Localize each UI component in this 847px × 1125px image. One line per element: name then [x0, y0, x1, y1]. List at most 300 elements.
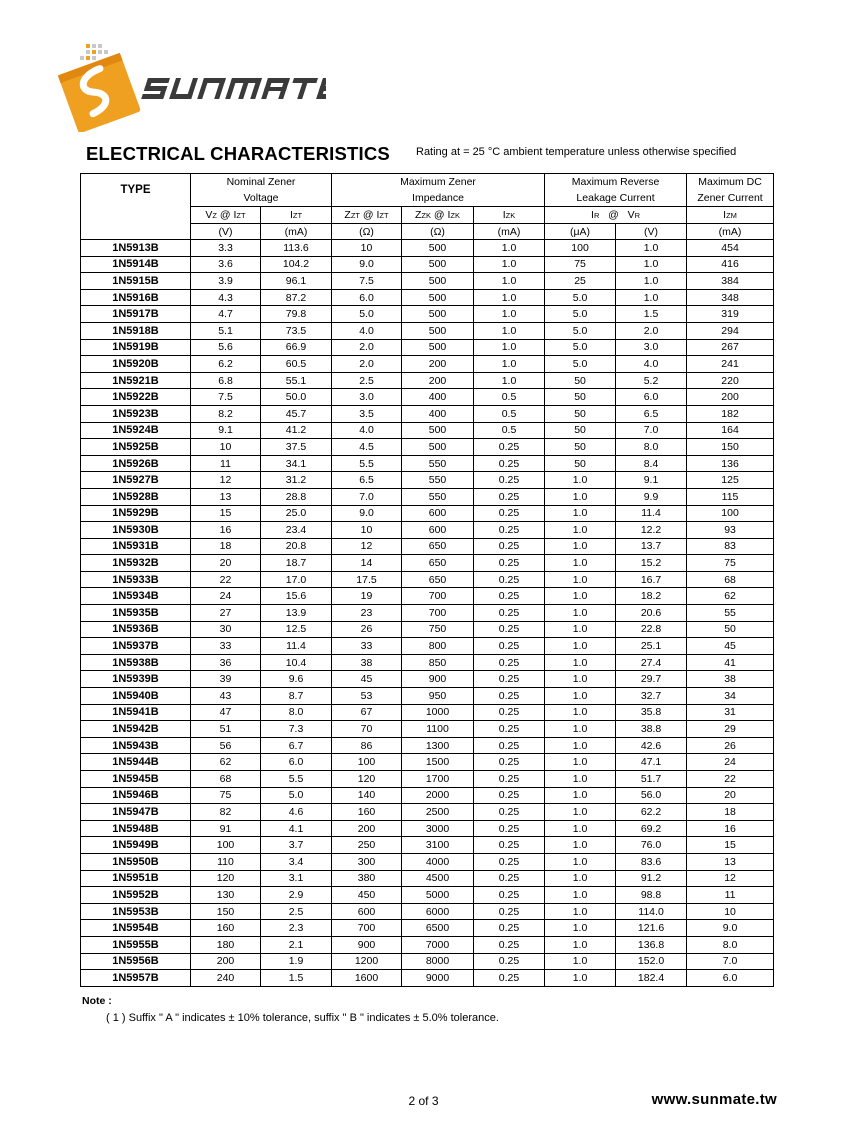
table-row	[81, 322, 774, 339]
value-cell: 5.0	[545, 356, 616, 373]
value-cell: 2.5	[261, 903, 332, 920]
value-cell: 68	[687, 571, 774, 588]
table-row	[81, 887, 774, 904]
value-cell: 500	[402, 256, 474, 273]
value-cell: 96.1	[261, 273, 332, 290]
value-cell: 79.8	[261, 306, 332, 323]
unit-ir: (μA)	[545, 224, 616, 240]
value-cell: 67	[332, 704, 402, 721]
value-cell: 5.0	[545, 306, 616, 323]
value-cell: 900	[402, 671, 474, 688]
value-cell: 300	[332, 853, 402, 870]
value-cell: 1.0	[474, 273, 545, 290]
table-row	[81, 688, 774, 705]
value-cell: 1.0	[545, 837, 616, 854]
value-cell: 182	[687, 405, 774, 422]
value-cell: 8.0	[616, 439, 687, 456]
value-cell: 62	[191, 754, 261, 771]
part-number-cell: 1N5949B	[81, 837, 191, 854]
value-cell: 75	[545, 256, 616, 273]
value-cell: 1.0	[545, 887, 616, 904]
value-cell: 900	[332, 936, 402, 953]
value-cell: 6000	[402, 903, 474, 920]
value-cell: 56.0	[616, 787, 687, 804]
part-number-cell: 1N5939B	[81, 671, 191, 688]
value-cell: 200	[402, 372, 474, 389]
value-cell: 98.8	[616, 887, 687, 904]
value-cell: 4500	[402, 870, 474, 887]
table-row	[81, 853, 774, 870]
value-cell: 0.25	[474, 455, 545, 472]
value-cell: 600	[402, 522, 474, 539]
value-cell: 22	[687, 771, 774, 788]
value-cell: 24	[191, 588, 261, 605]
value-cell: 0.25	[474, 754, 545, 771]
value-cell: 35.8	[616, 704, 687, 721]
table-row	[81, 439, 774, 456]
table-row	[81, 555, 774, 572]
value-cell: 43	[191, 688, 261, 705]
value-cell: 75	[687, 555, 774, 572]
value-cell: 500	[402, 439, 474, 456]
value-cell: 7.0	[687, 953, 774, 970]
part-number-cell: 1N5931B	[81, 538, 191, 555]
part-number-cell: 1N5944B	[81, 754, 191, 771]
rating-note: Rating at = 25 °C ambient temperature unless otherwise specified	[416, 146, 737, 158]
value-cell: 2.9	[261, 887, 332, 904]
izt-symbol: IZT	[261, 207, 332, 224]
value-cell: 1.0	[545, 571, 616, 588]
value-cell: 0.25	[474, 638, 545, 655]
part-number-cell: 1N5942B	[81, 721, 191, 738]
value-cell: 150	[687, 439, 774, 456]
value-cell: 1100	[402, 721, 474, 738]
table-row	[81, 505, 774, 522]
part-number-cell: 1N5917B	[81, 306, 191, 323]
value-cell: 50	[545, 439, 616, 456]
value-cell: 5.0	[545, 322, 616, 339]
value-cell: 23.4	[261, 522, 332, 539]
value-cell: 100	[191, 837, 261, 854]
part-number-cell: 1N5913B	[81, 240, 191, 257]
value-cell: 7.5	[191, 389, 261, 406]
value-cell: 500	[402, 422, 474, 439]
leakage-header-1: Maximum Reverse	[545, 174, 687, 191]
value-cell: 160	[332, 804, 402, 821]
value-cell: 1.0	[545, 505, 616, 522]
value-cell: 6.7	[261, 737, 332, 754]
part-number-cell: 1N5929B	[81, 505, 191, 522]
value-cell: 1.0	[545, 754, 616, 771]
leakage-header-2: Leakage Current	[545, 190, 687, 207]
value-cell: 13.9	[261, 605, 332, 622]
part-number-cell: 1N5936B	[81, 621, 191, 638]
value-cell: 27.4	[616, 654, 687, 671]
website-link[interactable]: www.sunmate.tw	[651, 1091, 777, 1108]
value-cell: 2.3	[261, 920, 332, 937]
value-cell: 4.0	[332, 422, 402, 439]
sunmate-logo	[56, 42, 326, 132]
value-cell: 1.0	[616, 240, 687, 257]
value-cell: 3100	[402, 837, 474, 854]
value-cell: 51.7	[616, 771, 687, 788]
value-cell: 1.0	[545, 936, 616, 953]
part-number-cell: 1N5928B	[81, 488, 191, 505]
dc-current-header-1: Maximum DC	[687, 174, 774, 191]
value-cell: 700	[402, 605, 474, 622]
value-cell: 9.0	[332, 256, 402, 273]
vz-symbol: VZ @ IZT	[191, 207, 261, 224]
value-cell: 1.0	[474, 256, 545, 273]
value-cell: 0.5	[474, 389, 545, 406]
value-cell: 68	[191, 771, 261, 788]
value-cell: 4.3	[191, 289, 261, 306]
value-cell: 125	[687, 472, 774, 489]
value-cell: 0.25	[474, 887, 545, 904]
value-cell: 3.3	[191, 240, 261, 257]
value-cell: 9.0	[687, 920, 774, 937]
value-cell: 34	[687, 688, 774, 705]
part-number-cell: 1N5951B	[81, 870, 191, 887]
value-cell: 33	[332, 638, 402, 655]
value-cell: 10	[687, 903, 774, 920]
value-cell: 11	[191, 455, 261, 472]
value-cell: 0.5	[474, 422, 545, 439]
table-row	[81, 472, 774, 489]
value-cell: 24	[687, 754, 774, 771]
value-cell: 9.1	[191, 422, 261, 439]
value-cell: 1.0	[545, 638, 616, 655]
table-row	[81, 240, 774, 257]
type-header-spacer	[81, 224, 191, 240]
value-cell: 1.5	[261, 970, 332, 987]
value-cell: 1.0	[545, 538, 616, 555]
value-cell: 550	[402, 488, 474, 505]
value-cell: 16	[687, 820, 774, 837]
value-cell: 9.6	[261, 671, 332, 688]
value-cell: 1.0	[545, 522, 616, 539]
value-cell: 3.0	[332, 389, 402, 406]
value-cell: 13.7	[616, 538, 687, 555]
value-cell: 0.25	[474, 704, 545, 721]
value-cell: 700	[402, 588, 474, 605]
value-cell: 0.25	[474, 737, 545, 754]
value-cell: 121.6	[616, 920, 687, 937]
value-cell: 20	[687, 787, 774, 804]
value-cell: 850	[402, 654, 474, 671]
table-row	[81, 638, 774, 655]
value-cell: 0.25	[474, 936, 545, 953]
value-cell: 110	[191, 853, 261, 870]
value-cell: 450	[332, 887, 402, 904]
part-number-cell: 1N5943B	[81, 737, 191, 754]
value-cell: 400	[402, 405, 474, 422]
value-cell: 6.0	[616, 389, 687, 406]
part-number-cell: 1N5927B	[81, 472, 191, 489]
value-cell: 0.25	[474, 571, 545, 588]
value-cell: 1.0	[545, 621, 616, 638]
value-cell: 25.0	[261, 505, 332, 522]
value-cell: 5.6	[191, 339, 261, 356]
value-cell: 18	[687, 804, 774, 821]
value-cell: 0.25	[474, 688, 545, 705]
value-cell: 20.8	[261, 538, 332, 555]
value-cell: 22.8	[616, 621, 687, 638]
value-cell: 1.0	[545, 605, 616, 622]
value-cell: 700	[332, 920, 402, 937]
value-cell: 25.1	[616, 638, 687, 655]
part-number-cell: 1N5955B	[81, 936, 191, 953]
value-cell: 454	[687, 240, 774, 257]
value-cell: 9.0	[332, 505, 402, 522]
value-cell: 550	[402, 472, 474, 489]
max-impedance-header-2: Impedance	[332, 190, 545, 207]
part-number-cell: 1N5922B	[81, 389, 191, 406]
value-cell: 267	[687, 339, 774, 356]
value-cell: 200	[332, 820, 402, 837]
part-number-cell: 1N5925B	[81, 439, 191, 456]
value-cell: 164	[687, 422, 774, 439]
value-cell: 3.5	[332, 405, 402, 422]
value-cell: 1000	[402, 704, 474, 721]
value-cell: 20.6	[616, 605, 687, 622]
table-row	[81, 356, 774, 373]
value-cell: 11.4	[261, 638, 332, 655]
value-cell: 114.0	[616, 903, 687, 920]
value-cell: 3.4	[261, 853, 332, 870]
table-row	[81, 754, 774, 771]
value-cell: 75	[191, 787, 261, 804]
value-cell: 1.0	[616, 289, 687, 306]
table-row	[81, 771, 774, 788]
value-cell: 47	[191, 704, 261, 721]
part-number-cell: 1N5954B	[81, 920, 191, 937]
value-cell: 100	[332, 754, 402, 771]
value-cell: 1300	[402, 737, 474, 754]
note-text: ( 1 ) Suffix " A " indicates ± 10% tolerance, suffix " B " indicates ± 5.0% tolerance.	[106, 1012, 499, 1024]
value-cell: 750	[402, 621, 474, 638]
value-cell: 1.0	[545, 970, 616, 987]
value-cell: 0.25	[474, 804, 545, 821]
value-cell: 0.25	[474, 538, 545, 555]
value-cell: 16	[191, 522, 261, 539]
value-cell: 62	[687, 588, 774, 605]
value-cell: 1.0	[545, 688, 616, 705]
izm-symbol: IZM	[687, 207, 774, 224]
value-cell: 1.0	[545, 804, 616, 821]
value-cell: 140	[332, 787, 402, 804]
value-cell: 150	[191, 903, 261, 920]
unit-izm: (mA)	[687, 224, 774, 240]
value-cell: 38	[332, 654, 402, 671]
value-cell: 0.25	[474, 654, 545, 671]
value-cell: 650	[402, 555, 474, 572]
value-cell: 1.0	[474, 306, 545, 323]
value-cell: 0.25	[474, 488, 545, 505]
value-cell: 6.0	[261, 754, 332, 771]
value-cell: 241	[687, 356, 774, 373]
table-row	[81, 737, 774, 754]
part-number-cell: 1N5921B	[81, 372, 191, 389]
unit-zzt: (Ω)	[332, 224, 402, 240]
value-cell: 76.0	[616, 837, 687, 854]
value-cell: 10	[191, 439, 261, 456]
table-row	[81, 389, 774, 406]
value-cell: 11	[687, 887, 774, 904]
value-cell: 294	[687, 322, 774, 339]
value-cell: 6.5	[332, 472, 402, 489]
value-cell: 56	[191, 737, 261, 754]
value-cell: 45.7	[261, 405, 332, 422]
value-cell: 5.0	[545, 339, 616, 356]
value-cell: 130	[191, 887, 261, 904]
part-number-cell: 1N5920B	[81, 356, 191, 373]
value-cell: 500	[402, 306, 474, 323]
value-cell: 0.25	[474, 903, 545, 920]
value-cell: 5000	[402, 887, 474, 904]
value-cell: 2000	[402, 787, 474, 804]
heading	[86, 143, 786, 167]
value-cell: 180	[191, 936, 261, 953]
table-row	[81, 488, 774, 505]
value-cell: 91.2	[616, 870, 687, 887]
part-number-cell: 1N5937B	[81, 638, 191, 655]
value-cell: 0.25	[474, 621, 545, 638]
value-cell: 1.0	[474, 372, 545, 389]
part-number-cell: 1N5956B	[81, 953, 191, 970]
value-cell: 1.0	[545, 771, 616, 788]
part-number-cell: 1N5919B	[81, 339, 191, 356]
value-cell: 6500	[402, 920, 474, 937]
value-cell: 380	[332, 870, 402, 887]
value-cell: 5.0	[261, 787, 332, 804]
table-row	[81, 422, 774, 439]
value-cell: 1.0	[545, 472, 616, 489]
value-cell: 10.4	[261, 654, 332, 671]
table-row	[81, 671, 774, 688]
value-cell: 1700	[402, 771, 474, 788]
value-cell: 12	[191, 472, 261, 489]
value-cell: 50	[687, 621, 774, 638]
value-cell: 0.25	[474, 837, 545, 854]
value-cell: 220	[687, 372, 774, 389]
table-row	[81, 837, 774, 854]
value-cell: 73.5	[261, 322, 332, 339]
value-cell: 22	[191, 571, 261, 588]
value-cell: 0.25	[474, 787, 545, 804]
value-cell: 15	[687, 837, 774, 854]
sunmate-logo-icon	[56, 42, 326, 132]
value-cell: 87.2	[261, 289, 332, 306]
value-cell: 1500	[402, 754, 474, 771]
value-cell: 31	[687, 704, 774, 721]
value-cell: 1.0	[545, 721, 616, 738]
value-cell: 0.25	[474, 605, 545, 622]
value-cell: 23	[332, 605, 402, 622]
value-cell: 8.4	[616, 455, 687, 472]
table-row	[81, 920, 774, 937]
table-row	[81, 588, 774, 605]
table-row	[81, 903, 774, 920]
value-cell: 11.4	[616, 505, 687, 522]
value-cell: 500	[402, 273, 474, 290]
value-cell: 45	[332, 671, 402, 688]
value-cell: 1.0	[545, 787, 616, 804]
value-cell: 12.5	[261, 621, 332, 638]
izk-symbol: IZK	[474, 207, 545, 224]
value-cell: 250	[332, 837, 402, 854]
value-cell: 17.5	[332, 571, 402, 588]
value-cell: 0.25	[474, 920, 545, 937]
value-cell: 5.0	[545, 289, 616, 306]
value-cell: 39	[191, 671, 261, 688]
value-cell: 7000	[402, 936, 474, 953]
value-cell: 0.25	[474, 853, 545, 870]
value-cell: 1.0	[474, 356, 545, 373]
table-row	[81, 704, 774, 721]
value-cell: 2.1	[261, 936, 332, 953]
value-cell: 53	[332, 688, 402, 705]
table-row	[81, 571, 774, 588]
value-cell: 2.5	[332, 372, 402, 389]
part-number-cell: 1N5953B	[81, 903, 191, 920]
value-cell: 12	[687, 870, 774, 887]
value-cell: 400	[402, 389, 474, 406]
value-cell: 1.0	[545, 671, 616, 688]
value-cell: 26	[332, 621, 402, 638]
value-cell: 500	[402, 240, 474, 257]
table-row	[81, 289, 774, 306]
value-cell: 36	[191, 654, 261, 671]
value-cell: 0.25	[474, 555, 545, 572]
part-number-cell: 1N5933B	[81, 571, 191, 588]
value-cell: 15	[191, 505, 261, 522]
table-row	[81, 804, 774, 821]
value-cell: 50	[545, 405, 616, 422]
part-number-cell: 1N5947B	[81, 804, 191, 821]
value-cell: 8.7	[261, 688, 332, 705]
table-row	[81, 870, 774, 887]
value-cell: 0.25	[474, 522, 545, 539]
value-cell: 8.0	[261, 704, 332, 721]
value-cell: 86	[332, 737, 402, 754]
value-cell: 6.8	[191, 372, 261, 389]
value-cell: 3.7	[261, 837, 332, 854]
value-cell: 4000	[402, 853, 474, 870]
part-number-cell: 1N5952B	[81, 887, 191, 904]
value-cell: 6.5	[616, 405, 687, 422]
nominal-zener-header-2: Voltage	[191, 190, 332, 207]
value-cell: 82	[191, 804, 261, 821]
part-number-cell: 1N5932B	[81, 555, 191, 572]
value-cell: 4.0	[332, 322, 402, 339]
value-cell: 83	[687, 538, 774, 555]
value-cell: 55	[687, 605, 774, 622]
ir-vr-symbol: IR @ VR	[545, 207, 687, 224]
value-cell: 27	[191, 605, 261, 622]
value-cell: 240	[191, 970, 261, 987]
value-cell: 100	[545, 240, 616, 257]
table-row	[81, 787, 774, 804]
value-cell: 600	[332, 903, 402, 920]
value-cell: 550	[402, 455, 474, 472]
value-cell: 6.0	[332, 289, 402, 306]
value-cell: 66.9	[261, 339, 332, 356]
value-cell: 29	[687, 721, 774, 738]
value-cell: 1600	[332, 970, 402, 987]
value-cell: 18.7	[261, 555, 332, 572]
value-cell: 650	[402, 571, 474, 588]
